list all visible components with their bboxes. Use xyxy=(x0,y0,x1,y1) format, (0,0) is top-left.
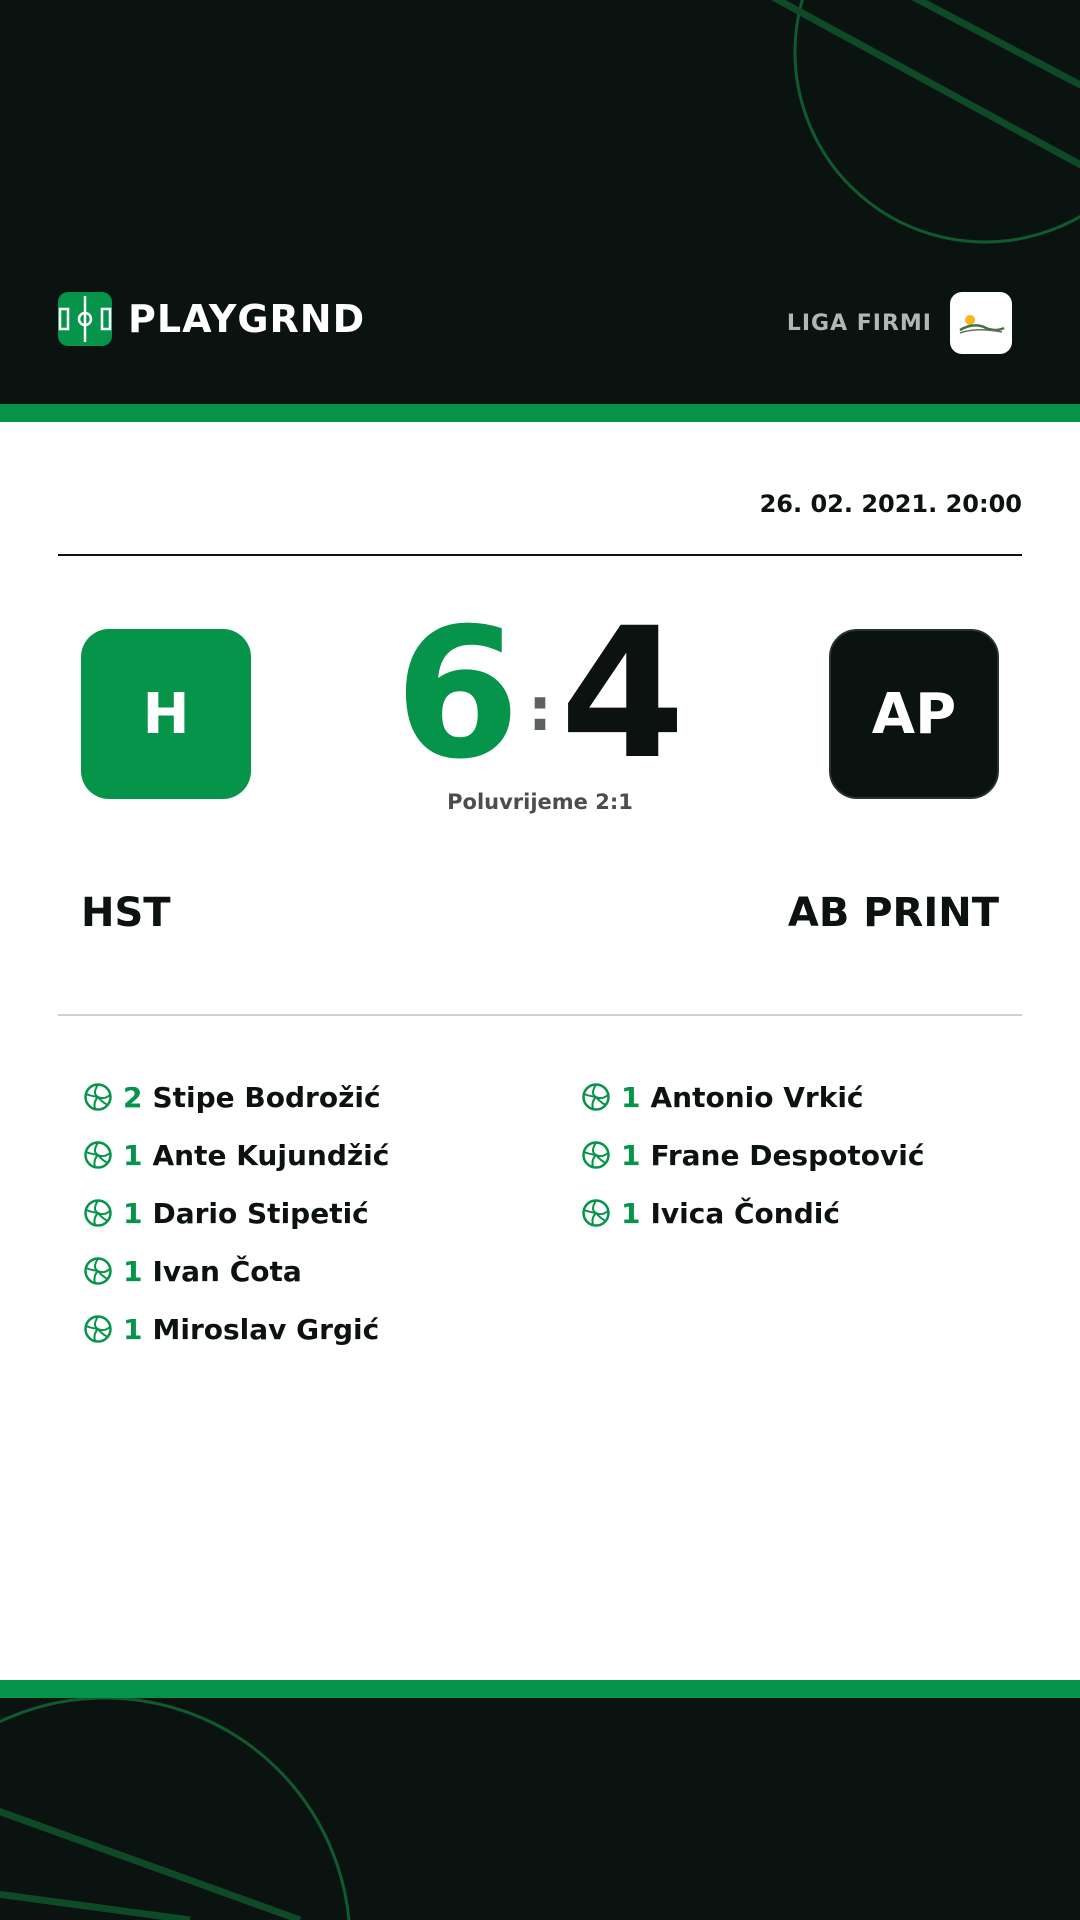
goal-count: 1 xyxy=(123,1254,143,1288)
score-separator: : xyxy=(528,675,552,745)
player-name: Antonio Vrkić xyxy=(650,1080,864,1114)
goal-count: 1 xyxy=(123,1312,143,1346)
goal-count: 1 xyxy=(621,1080,641,1114)
soccer-ball-icon xyxy=(581,1140,611,1170)
brand xyxy=(58,292,365,346)
divider xyxy=(58,1014,1022,1016)
away-team-name: AB PRINT xyxy=(787,890,999,936)
pitch-lines-decoration xyxy=(0,1698,1080,1920)
soccer-ball-icon xyxy=(83,1256,113,1286)
goal-count: 1 xyxy=(123,1138,143,1172)
header xyxy=(0,0,1080,404)
match-date: 26. 02. 2021. 20:00 xyxy=(759,490,1022,518)
footer xyxy=(0,1698,1080,1920)
league-name: LIGA FIRMI xyxy=(786,310,932,336)
home-team-badge: H xyxy=(81,629,251,799)
soccer-ball-icon xyxy=(83,1314,113,1344)
scorer-item xyxy=(83,1126,563,1184)
league xyxy=(787,292,1012,354)
footer-accent-stripe xyxy=(0,1680,1080,1698)
soccer-ball-icon xyxy=(581,1082,611,1112)
scorer-item xyxy=(581,1184,1061,1242)
header-accent-stripe xyxy=(0,404,1080,422)
brand-name: PLAYGRND xyxy=(128,297,366,341)
soccer-ball-icon xyxy=(581,1198,611,1228)
player-name: Ante Kujundžić xyxy=(152,1138,390,1172)
goal-count: 1 xyxy=(621,1138,641,1172)
pitch-icon xyxy=(58,292,112,346)
soccer-ball-icon xyxy=(83,1082,113,1112)
scorer-item xyxy=(83,1242,563,1300)
scorer-item xyxy=(581,1068,1061,1126)
goal-count: 1 xyxy=(621,1196,641,1230)
player-name: Ivan Čota xyxy=(152,1254,302,1288)
home-score: 6 xyxy=(394,590,520,799)
soccer-ball-icon xyxy=(83,1140,113,1170)
player-name: Dario Stipetić xyxy=(152,1196,369,1230)
away-scorers-list xyxy=(581,1068,1061,1242)
scoreboard xyxy=(390,590,690,799)
goal-count: 1 xyxy=(123,1196,143,1230)
scorer-item xyxy=(581,1126,1061,1184)
divider xyxy=(58,554,1022,556)
player-name: Frane Despotović xyxy=(650,1138,925,1172)
player-name: Ivica Čondić xyxy=(650,1196,840,1230)
home-team-name: HST xyxy=(81,890,171,936)
away-score: 4 xyxy=(560,590,686,799)
sponsor-logo xyxy=(950,292,1012,354)
scorer-item xyxy=(83,1184,563,1242)
halftime-score: Poluvrijeme 2:1 xyxy=(447,790,633,814)
scorer-item xyxy=(83,1068,563,1126)
scorer-item xyxy=(83,1300,563,1358)
player-name: Miroslav Grgić xyxy=(152,1312,380,1346)
away-team-badge: AP xyxy=(829,629,999,799)
player-name: Stipe Bodrožić xyxy=(152,1080,381,1114)
soccer-ball-icon xyxy=(83,1198,113,1228)
goal-count: 2 xyxy=(123,1080,143,1114)
home-scorers-list xyxy=(83,1068,563,1358)
